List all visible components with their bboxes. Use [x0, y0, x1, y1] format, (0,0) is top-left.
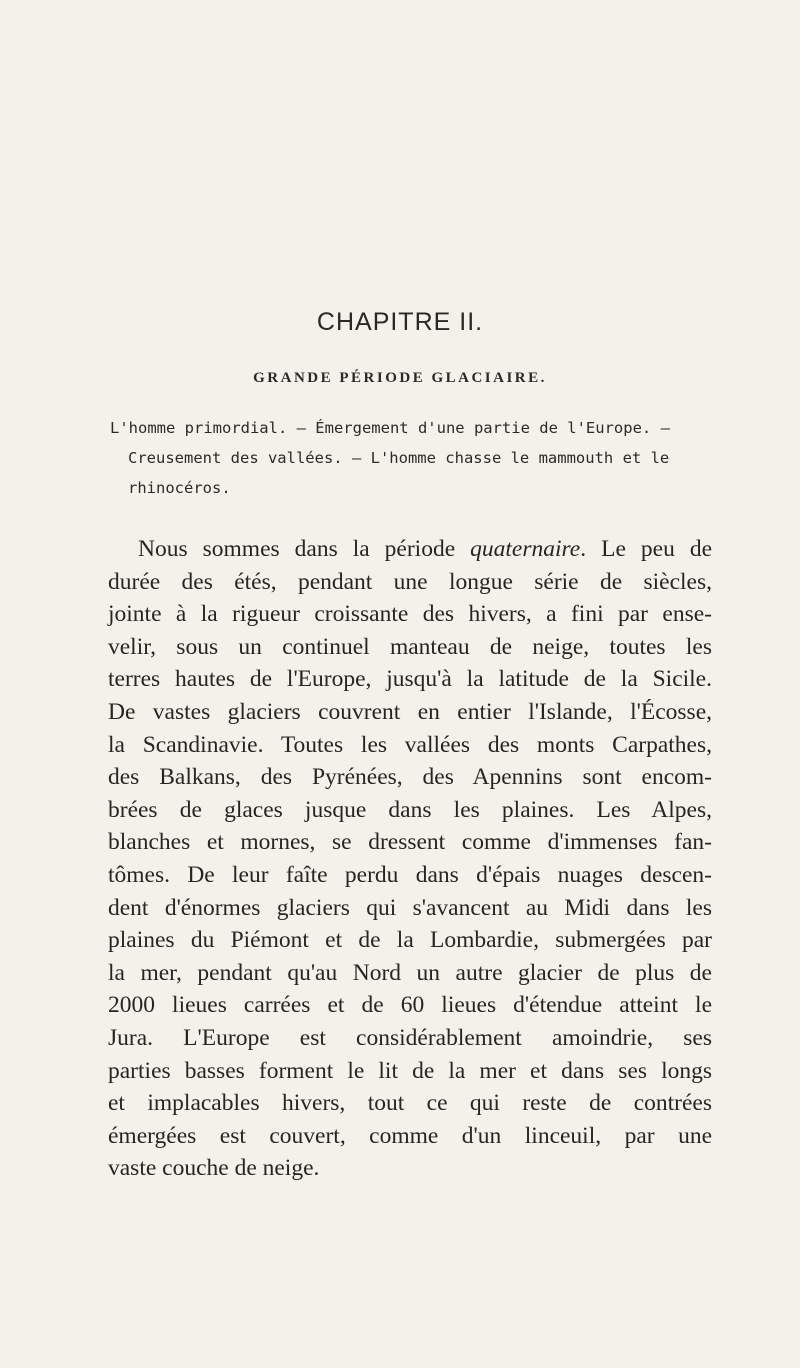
section-title: GRANDE PÉRIODE GLACIAIRE. — [253, 370, 547, 386]
paragraph-line: tômes. De leur faîte perdu dans d'épais nuages descen- — [108, 861, 712, 888]
paragraph-line: plaines du Piémont et de la Lombardie, submergées par — [108, 927, 712, 954]
paragraph-line: De vastes glaciers couvrent en entier l'Islande, l'Écosse, — [108, 698, 712, 725]
chapter-title: CHAPITRE II. — [316, 308, 484, 336]
paragraph-line: vaste couche de neige. — [108, 1155, 320, 1182]
paragraph-line: et implacables hivers, tout ce qui reste de contrées — [108, 1090, 712, 1117]
paragraph-line: Jura. L'Europe est considérablement amoindrie, ses — [108, 1024, 712, 1051]
text-run: . Le peu de — [580, 536, 712, 562]
paragraph-line: velir, sous un continuel manteau de neige, toutes les — [108, 633, 712, 660]
paragraph-line: jointe à la rigueur croissante des hivers, a fini par ense- — [108, 601, 712, 628]
paragraph-line: la mer, pendant qu'au Nord un autre glacier de plus de — [108, 959, 712, 986]
paragraph-line: émergées est couvert, comme d'un linceuil, par une — [108, 1122, 712, 1149]
text-run: Nous sommes dans la période — [138, 536, 471, 562]
body-paragraph — [108, 533, 712, 1185]
paragraph-line: blanches et mornes, se dressent comme d'immenses fan- — [108, 829, 712, 856]
summary-line: Creusement des vallées. — L'homme chasse le mammouth et le — [128, 449, 670, 467]
paragraph-line: durée des étés, pendant une longue série de siècles, — [108, 568, 712, 595]
paragraph-line: terres hautes de l'Europe, jusqu'à la latitude de la Sicile. — [108, 666, 712, 693]
paragraph-line: brées de glaces jusque dans les plaines. Les Alpes, — [108, 796, 712, 823]
italic-term: quaternaire — [470, 536, 581, 562]
paragraph-line: des Balkans, des Pyrénées, des Apennins sont encom- — [108, 764, 712, 791]
chapter-summary — [110, 413, 710, 503]
paragraph-line: la Scandinavie. Toutes les vallées des monts Carpathes, — [108, 731, 712, 758]
paragraph-line: dent d'énormes glaciers qui s'avancent au Midi dans les — [108, 894, 712, 921]
paragraph-line — [108, 533, 712, 566]
summary-line: L'homme primordial. — Émergement d'une partie de l'Europe. — — [110, 419, 670, 437]
paragraph-line: parties basses forment le lit de la mer et dans ses longs — [108, 1057, 712, 1084]
summary-line: rhinocéros. — [128, 479, 231, 497]
paragraph-line: 2000 lieues carrées et de 60 lieues d'étendue atteint le — [108, 992, 712, 1019]
